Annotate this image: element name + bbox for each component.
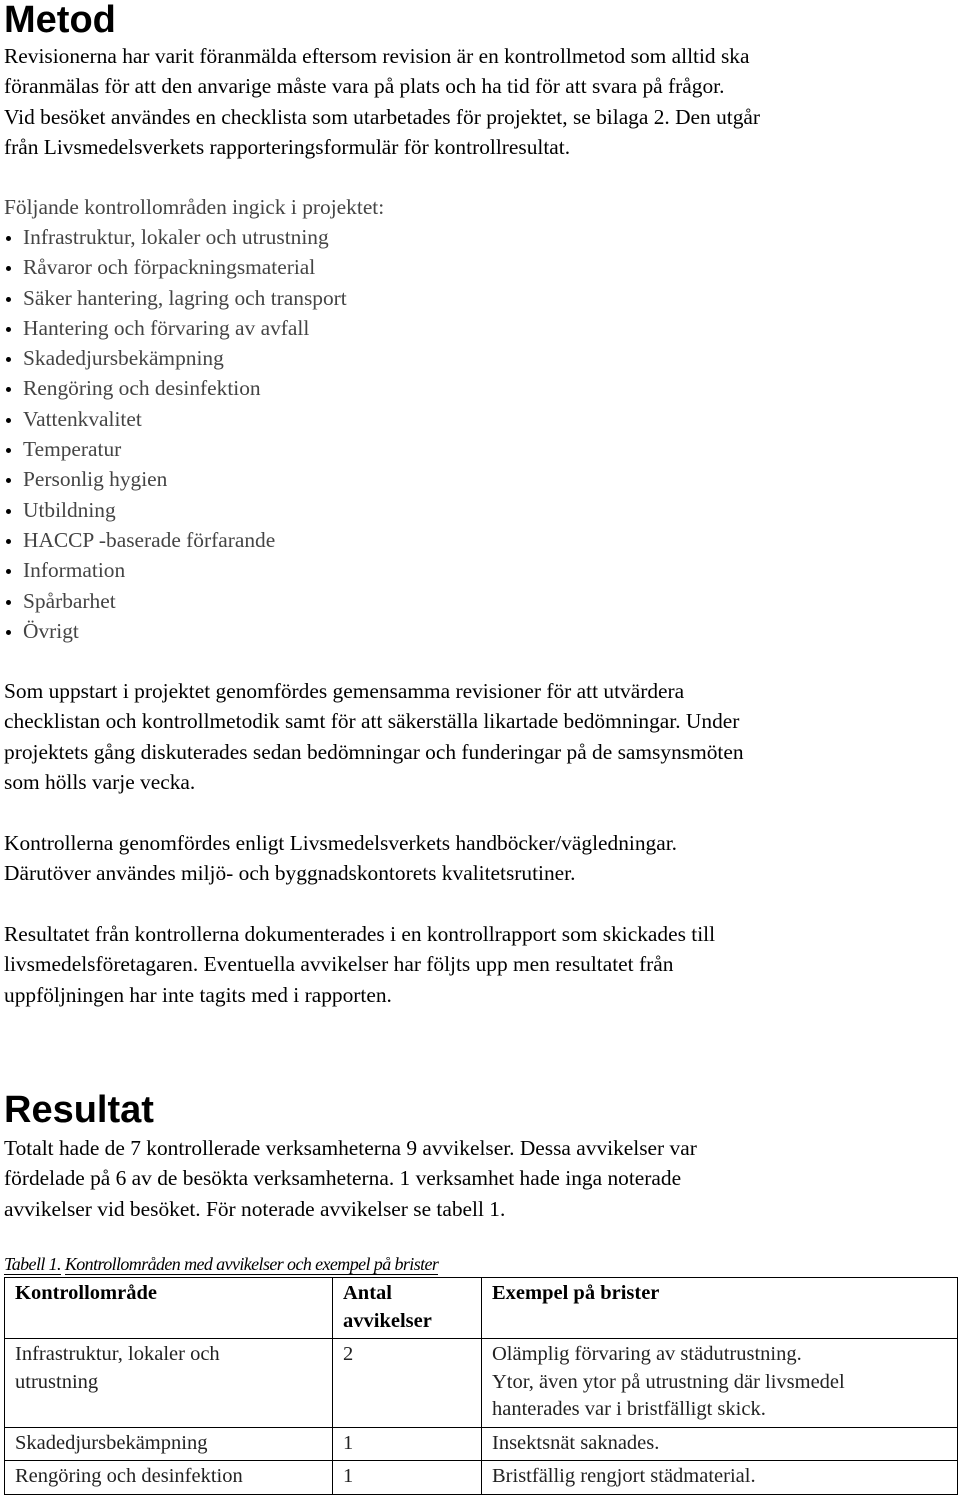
cell-count: 2 <box>333 1339 482 1428</box>
table-row <box>5 1461 958 1495</box>
header-line: Antal <box>343 1282 392 1304</box>
list-item <box>4 586 347 616</box>
list-item-label: Övrigt <box>23 618 79 643</box>
table-caption-text: Kontrollområden med avvikelser och exempel på brister <box>64 1254 439 1274</box>
list-item-label: Skadedjursbekämpning <box>23 346 224 371</box>
bullet-icon <box>6 569 11 574</box>
table-row <box>5 1427 958 1461</box>
bullet-icon <box>6 448 11 453</box>
text-line: livsmedelsföretagaren. Eventuella avvikelser har följts upp men resultatet från <box>4 952 674 977</box>
text-line: avvikelser vid besöket. För noterade avvikelser se tabell 1. <box>4 1196 506 1221</box>
list-item <box>4 464 347 494</box>
documentation-paragraph <box>4 919 944 1010</box>
list-item <box>4 222 347 252</box>
list-item-label: Rengöring och desinfektion <box>23 376 261 401</box>
list-item <box>4 373 347 403</box>
cell-line: Skadedjursbekämpning <box>15 1431 208 1454</box>
text-line: uppföljningen har inte tagits med i rapporten. <box>4 982 392 1007</box>
list-item-label: Utbildning <box>23 497 116 522</box>
table-caption <box>4 1253 438 1275</box>
bullet-icon <box>6 266 11 271</box>
cell-line: Olämplig förvaring av städutrustning. <box>492 1343 802 1365</box>
text-line: Kontrollerna genomfördes enligt Livsmedelsverkets handböcker/vägledningar. <box>4 831 678 855</box>
column-header-count <box>333 1278 482 1339</box>
list-item <box>4 525 347 555</box>
bullet-icon <box>6 478 11 483</box>
area-list-intro: Följande kontrollområden ingick i projektet: <box>4 195 385 219</box>
list-item <box>4 434 347 464</box>
cell-examples <box>482 1339 958 1428</box>
text-line: som hölls varje vecka. <box>4 769 196 794</box>
bullet-icon <box>6 327 11 332</box>
text-line: Därutöver användes miljö- och byggnadskontorets kvalitetsrutiner. <box>4 861 576 886</box>
list-item <box>4 283 347 313</box>
list-item <box>4 313 347 343</box>
bullet-icon <box>6 539 11 544</box>
cell-count: 1 <box>333 1427 482 1461</box>
list-item-label: Säker hantering, lagring och transport <box>23 285 347 310</box>
cell-examples <box>482 1461 958 1495</box>
text-line: från Livsmedelsverkets rapporteringsformulär för kontrollresultat. <box>4 134 571 159</box>
list-item-label: Personlig hygien <box>23 467 168 492</box>
text-line: checklistan och kontrollmetodik samt för att säkerställa likartade bedömningar. Under <box>4 709 740 734</box>
cell-line: Bristfällig rengjort städmaterial. <box>492 1465 756 1487</box>
list-item <box>4 252 347 282</box>
list-item-label: Hantering och förvaring av avfall <box>23 315 310 340</box>
table-header-row <box>5 1278 958 1339</box>
bullet-icon <box>6 236 11 241</box>
cell-area <box>5 1461 333 1495</box>
text-line: Resultatet från kontrollerna dokumenterades i en kontrollrapport som skickades till <box>4 922 716 946</box>
text-line: Totalt hade de 7 kontrollerade verksamheterna 9 avvikelser. Dessa avvikelser var <box>4 1136 697 1160</box>
deviations-table <box>4 1277 958 1495</box>
bullet-icon <box>6 600 11 605</box>
column-header-examples: Exempel på brister <box>482 1278 958 1339</box>
list-item-label: Vattenkvalitet <box>23 406 142 431</box>
guidance-paragraph <box>4 828 944 889</box>
cell-line: hanterades var i bristfälligt skick. <box>492 1398 766 1420</box>
method-heading: Metod <box>4 0 116 41</box>
list-item-label: HACCP -baserade förfarande <box>23 527 276 552</box>
bullet-icon <box>6 418 11 423</box>
bullet-icon <box>6 630 11 635</box>
text-line: projektets gång diskuterades sedan bedömningar och funderingar på de samsynsmöten <box>4 739 744 764</box>
list-item-label: Temperatur <box>23 437 122 462</box>
cell-count: 1 <box>333 1461 482 1495</box>
results-summary-paragraph <box>4 1133 944 1224</box>
cell-examples <box>482 1427 958 1461</box>
list-item-label: Råvaror och förpackningsmaterial <box>23 255 316 280</box>
bullet-icon <box>6 509 11 514</box>
text-line: Revisionerna har varit föranmälda eftersom revision är en kontrollmetod som alltid ska <box>4 44 750 68</box>
list-item <box>4 616 347 646</box>
text-line: fördelade på 6 av de besökta verksamheterna. 1 verksamhet hade inga noterade <box>4 1166 682 1191</box>
list-item <box>4 555 347 585</box>
table-row <box>5 1339 958 1428</box>
cell-line: Infrastruktur, lokaler och <box>15 1343 220 1365</box>
cell-area <box>5 1339 333 1428</box>
list-item-label: Spårbarhet <box>23 588 116 613</box>
header-line: avvikelser <box>343 1309 432 1332</box>
list-item <box>4 495 347 525</box>
list-item-label: Information <box>23 558 126 583</box>
list-item-label: Infrastruktur, lokaler och utrustning <box>23 225 329 249</box>
cell-area <box>5 1427 333 1461</box>
bullet-icon <box>6 297 11 302</box>
cell-line: Ytor, även ytor på utrustning där livsmedel <box>492 1370 845 1393</box>
startup-paragraph <box>4 676 944 797</box>
bullet-icon <box>6 357 11 362</box>
text-line: föranmälas för att den anvarige måste vara på plats och ha tid för att svara på frågor. <box>4 74 725 99</box>
bullet-icon <box>6 387 11 392</box>
cell-line: Rengöring och desinfektion <box>15 1465 243 1487</box>
method-intro-paragraph <box>4 41 944 162</box>
column-header-area: Kontrollområde <box>5 1278 333 1339</box>
list-item <box>4 343 347 373</box>
control-area-list <box>4 222 347 646</box>
cell-line: utrustning <box>15 1370 99 1393</box>
cell-line: Insektsnät saknades. <box>492 1431 660 1454</box>
text-line: Som uppstart i projektet genomfördes gemensamma revisioner för att utvärdera <box>4 679 685 703</box>
list-item <box>4 404 347 434</box>
results-heading: Resultat <box>4 1089 154 1131</box>
table-label: Tabell 1. <box>4 1254 61 1274</box>
text-line: Vid besöket användes en checklista som utarbetades för projektet, se bilaga 2. Den utgår <box>4 104 761 129</box>
